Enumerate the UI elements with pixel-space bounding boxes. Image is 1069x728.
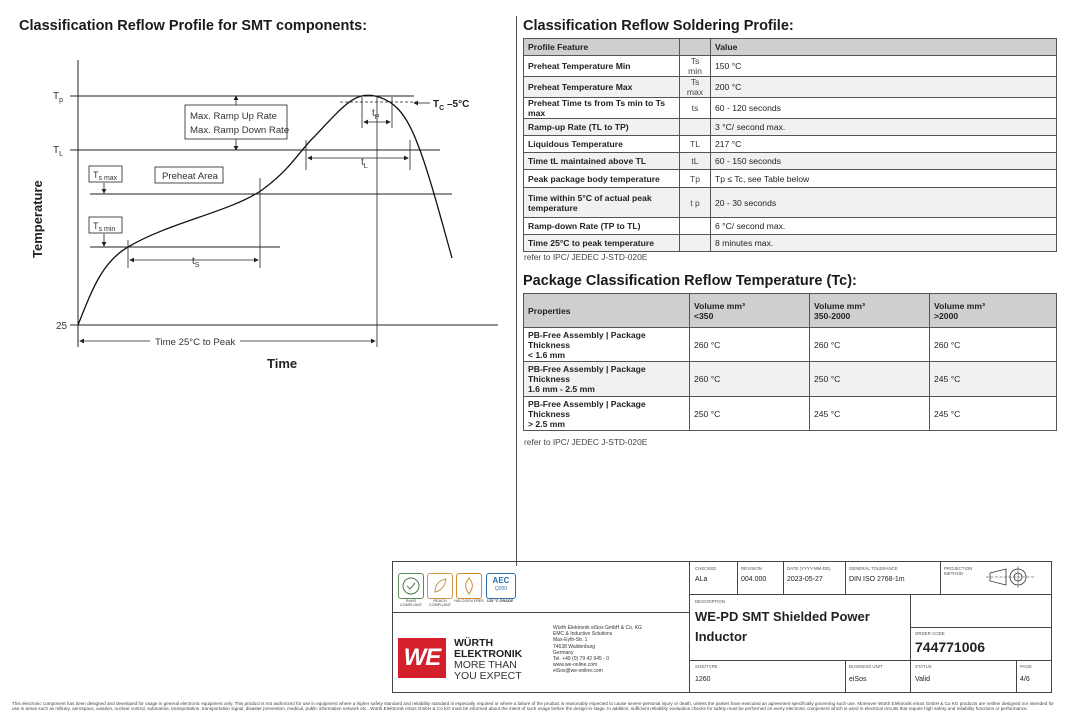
tc-label: $T_C$ –5°C bbox=[433, 99, 470, 112]
tolerance-label: GENERAL TOLERANCE bbox=[849, 566, 898, 571]
halogen-caption: HALOGEN FREE bbox=[454, 599, 484, 603]
tsmin-label: $T_{s min}$ bbox=[93, 221, 116, 233]
ramp-down-label: Max. Ramp Down Rate bbox=[190, 125, 290, 136]
company-address: Würth Elektronik eiSos GmbH & Co. KG EMC & Inductive Solutions Max-Eyth-Str. 1 74638 Waldenburg Germany Tel. +49 (0) 79 42 945 - 0 www.we-online.com eiSos@we-online.com bbox=[553, 625, 642, 675]
grade-caption: 125 °C GRADE bbox=[486, 599, 514, 603]
time-to-peak-label: Time 25°C to Peak bbox=[155, 337, 236, 348]
tp-time-label: $t_P$ bbox=[372, 108, 380, 121]
tl-axis-label: $T_L$ bbox=[53, 145, 64, 158]
package-classification-table: Properties Volume mm³ <350 Volume mm³ 350-2000 Volume mm³ >2000 PB-Free Assembly | Package Thickness < 1.6 mm 260 °C 260 °C 260 °C PB-Free Assembly | Package Thickness 1.6 mm - 2.5 mm 260 °C 250 °C 245 °C PB-Free Assembly | Package Thickness > 2.5 mm 250 °C 245 °C 245 °C bbox=[523, 293, 1057, 431]
rohs-caption: RoHS COMPLIANT bbox=[399, 599, 423, 607]
order-code-label: ORDER CODE bbox=[915, 631, 945, 636]
profile-title: Classification Reflow Profile for SMT components: bbox=[19, 18, 368, 34]
brand-name: WÜRTH ELEKTRONIK bbox=[454, 637, 523, 660]
size-label: SIZE/TYPE bbox=[695, 664, 718, 669]
business-unit-value: eiSos bbox=[849, 676, 867, 683]
table2-note: refer to IPC/ JEDEC J-STD-020E bbox=[524, 437, 648, 447]
description-value: WE-PD SMT Shielded Power Inductor bbox=[695, 609, 870, 644]
ts-label: $t_S$ bbox=[192, 256, 200, 269]
reach-caption: REACH COMPLIANT bbox=[428, 599, 452, 607]
reach-icon bbox=[427, 573, 453, 599]
projection-label: PROJECTION METHOD bbox=[944, 566, 973, 576]
tp-axis-label: $T_p$ bbox=[53, 91, 64, 104]
tolerance-value: DIN ISO 2768-1m bbox=[849, 576, 905, 583]
size-value: 1260 bbox=[695, 676, 711, 683]
column-divider bbox=[516, 16, 517, 566]
checked-label: CHECKED bbox=[695, 566, 717, 571]
checked-value: ALa bbox=[695, 576, 708, 583]
x-axis-label: Time bbox=[267, 356, 298, 371]
t25-label: 25 bbox=[56, 321, 68, 332]
table1-note: refer to IPC/ JEDEC J-STD-020E bbox=[524, 252, 648, 262]
preheat-area-label: Preheat Area bbox=[162, 171, 219, 182]
aec-q200-badge: AEC Q200 bbox=[486, 573, 516, 599]
revision-value: 004.000 bbox=[741, 576, 767, 583]
brand-slogan: MORE THAN YOU EXPECT bbox=[454, 659, 522, 682]
soldering-profile-title: Classification Reflow Soldering Profile: bbox=[523, 18, 794, 34]
status-label: STATUS bbox=[915, 664, 932, 669]
date-value: 2023-05-27 bbox=[787, 576, 823, 583]
status-value: Valid bbox=[915, 676, 931, 683]
description-label: DESCRIPTION bbox=[695, 599, 726, 604]
order-code-value: 744771006 bbox=[915, 639, 986, 655]
rohs-icon bbox=[398, 573, 424, 599]
halogen-free-icon bbox=[456, 573, 482, 599]
business-unit-label: BUSINESS UNIT bbox=[849, 664, 883, 669]
revision-label: REVISION bbox=[741, 566, 762, 571]
date-label: DATE (YYYY-MM-DD) bbox=[787, 566, 831, 571]
y-axis-label: Temperature bbox=[30, 180, 45, 258]
soldering-profile-table: Profile Feature Value Preheat Temperature Min Ts min 150 °C Preheat Temperature Max Ts max 200 °C Preheat Time ts from Ts min to Ts max ts 60 - 120 seconds Ramp-up Rate (TL to TP) 3 °C/ second max. Liquidous Temperature TL 217 °C Time tL maintained above TL tL 60 - 150 seconds Peak package body temperature Tp Tp ≤ Tc, see Table below Time within 5°C of actual peak temperature t p 20 - 30 seconds Ramp-down Rate (TP to TL) 6 °C/ second max. Time 25°C to peak temperature 8 minutes max. bbox=[523, 38, 1057, 252]
reflow-profile-graph bbox=[0, 0, 516, 380]
package-classification-title: Package Classification Reflow Temperature (Tc): bbox=[523, 273, 857, 289]
ramp-up-label: Max. Ramp Up Rate bbox=[190, 111, 277, 122]
tsmax-label: $T_{s max}$ bbox=[93, 170, 118, 182]
page-label: PAGE bbox=[1020, 664, 1032, 669]
disclaimer-footer: This electronic component has been designed and developed for usage in general electronic equipment only. This product is not authorized for use in equipment where a higher safety standard and reliability standard is especially required or where a failure of the product is reasonably expected to cause severe personal injury or death, unless the parties have executed an agreement specifically governing such use. Moreover Würth Elektronik eiSos GmbH & Co KG products are neither designed nor intended for use in areas such as military, aerospace, aviation, nuclear control, submarine, transportation, transportation signal, disaster prevention, medical, public information network etc.. Würth Elektronik eiSos GmbH & Co KG must be informed about the intent of such usage before the design-in stage. In addition, sufficient reliability evaluation checks for safety must be performed on every electronic component which is used in electrical circuits that require high safety and reliability functions or performance. bbox=[12, 701, 1054, 712]
tl-time-label: $t_L$ bbox=[361, 157, 368, 170]
page-value: 4/6 bbox=[1020, 676, 1030, 683]
projection-method-icon bbox=[986, 565, 1036, 589]
we-logo: WE bbox=[398, 638, 446, 678]
